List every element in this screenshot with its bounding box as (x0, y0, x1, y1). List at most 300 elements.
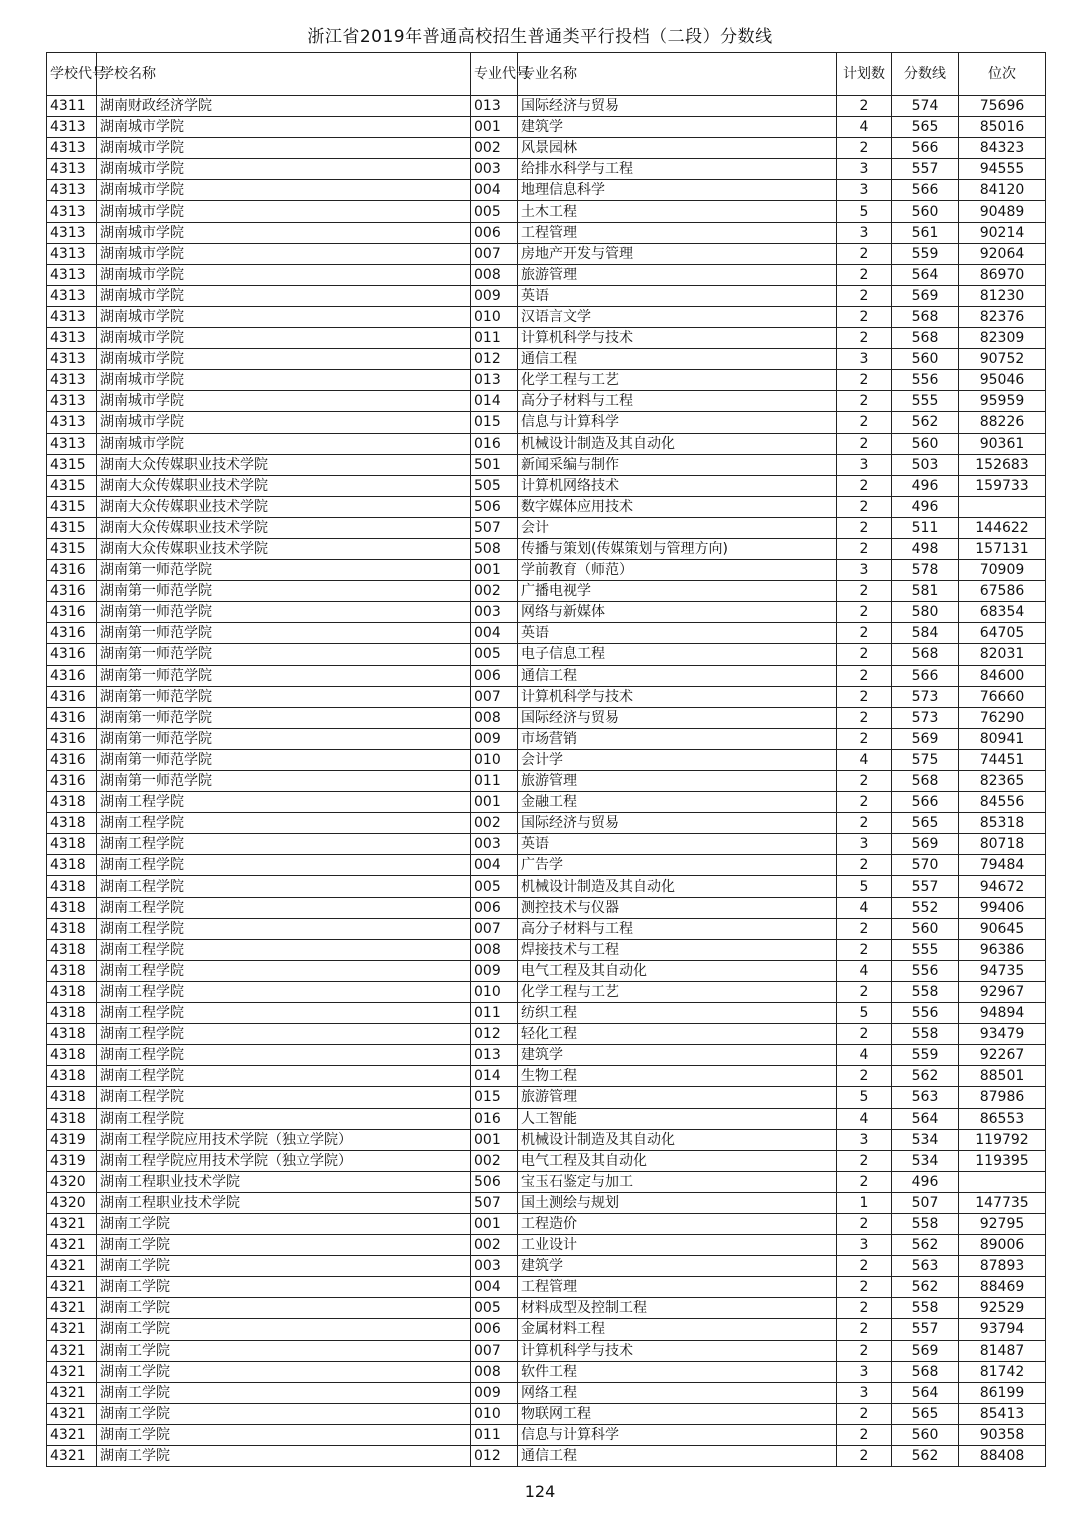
cell-major-name: 信息与计算科学 (518, 1424, 837, 1445)
cell-school-code: 4318 (47, 897, 97, 918)
cell-plan: 5 (837, 1087, 892, 1108)
cell-rank: 157131 (959, 538, 1046, 559)
cell-school-name: 湖南城市学院 (97, 285, 471, 306)
cell-school-code: 4321 (47, 1298, 97, 1319)
cell-major-name: 国际经济与贸易 (518, 813, 837, 834)
cell-rank: 92967 (959, 981, 1046, 1002)
cell-major-code: 015 (471, 412, 518, 433)
cell-major-code: 007 (471, 918, 518, 939)
table-row (47, 665, 1046, 686)
cell-major-code: 001 (471, 560, 518, 581)
cell-score: 562 (892, 412, 959, 433)
cell-major-name: 英语 (518, 623, 837, 644)
cell-major-name: 建筑学 (518, 117, 837, 138)
table-row (47, 306, 1046, 327)
header-major-code: 专业代号 (471, 53, 518, 96)
cell-school-code: 4313 (47, 222, 97, 243)
cell-major-code: 011 (471, 1003, 518, 1024)
cell-score: 569 (892, 834, 959, 855)
cell-school-code: 4321 (47, 1382, 97, 1403)
cell-school-name: 湖南工程职业技术学院 (97, 1192, 471, 1213)
cell-rank: 119792 (959, 1129, 1046, 1150)
table-row (47, 264, 1046, 285)
cell-rank: 90358 (959, 1424, 1046, 1445)
cell-major-code: 002 (471, 581, 518, 602)
cell-school-name: 湖南工程职业技术学院 (97, 1171, 471, 1192)
cell-plan: 3 (837, 222, 892, 243)
cell-school-code: 4313 (47, 391, 97, 412)
cell-major-code: 008 (471, 707, 518, 728)
cell-school-name: 湖南工程学院 (97, 918, 471, 939)
cell-major-code: 002 (471, 1235, 518, 1256)
cell-school-name: 湖南工学院 (97, 1361, 471, 1382)
cell-major-code: 009 (471, 1382, 518, 1403)
cell-major-name: 广播电视学 (518, 581, 837, 602)
cell-major-code: 003 (471, 1256, 518, 1277)
cell-school-code: 4318 (47, 855, 97, 876)
cell-plan: 3 (837, 834, 892, 855)
cell-major-name: 物联网工程 (518, 1403, 837, 1424)
cell-major-name: 金融工程 (518, 792, 837, 813)
cell-score: 562 (892, 1235, 959, 1256)
cell-school-code: 4313 (47, 349, 97, 370)
cell-school-code: 4318 (47, 1108, 97, 1129)
cell-major-name: 纺织工程 (518, 1003, 837, 1024)
cell-school-name: 湖南工程学院应用技术学院（独立学院） (97, 1129, 471, 1150)
cell-school-name: 湖南工学院 (97, 1213, 471, 1234)
cell-rank: 82376 (959, 306, 1046, 327)
cell-school-name: 湖南工学院 (97, 1256, 471, 1277)
cell-rank: 84600 (959, 665, 1046, 686)
cell-rank: 94735 (959, 960, 1046, 981)
header-score: 分数线 (892, 53, 959, 96)
cell-rank: 82309 (959, 328, 1046, 349)
cell-major-name: 国土测绘与规划 (518, 1192, 837, 1213)
cell-school-name: 湖南工程学院 (97, 1087, 471, 1108)
cell-school-code: 4316 (47, 686, 97, 707)
table-row (47, 1108, 1046, 1129)
cell-plan: 2 (837, 1446, 892, 1467)
cell-rank: 93479 (959, 1024, 1046, 1045)
cell-score: 564 (892, 1108, 959, 1129)
cell-school-code: 4318 (47, 876, 97, 897)
cell-major-code: 005 (471, 201, 518, 222)
cell-major-name: 数字媒体应用技术 (518, 496, 837, 517)
cell-major-name: 高分子材料与工程 (518, 391, 837, 412)
cell-score: 560 (892, 349, 959, 370)
table-row (47, 433, 1046, 454)
table-row (47, 939, 1046, 960)
cell-school-name: 湖南工程学院 (97, 897, 471, 918)
cell-school-code: 4320 (47, 1192, 97, 1213)
cell-plan: 2 (837, 686, 892, 707)
cell-major-name: 生物工程 (518, 1066, 837, 1087)
cell-major-name: 信息与计算科学 (518, 412, 837, 433)
cell-major-code: 003 (471, 834, 518, 855)
cell-rank: 147735 (959, 1192, 1046, 1213)
cell-school-code: 4315 (47, 475, 97, 496)
cell-rank: 85413 (959, 1403, 1046, 1424)
table-row (47, 960, 1046, 981)
cell-major-code: 005 (471, 644, 518, 665)
cell-score: 555 (892, 939, 959, 960)
cell-major-name: 会计学 (518, 749, 837, 770)
cell-rank: 86553 (959, 1108, 1046, 1129)
cell-score: 557 (892, 1319, 959, 1340)
table-row (47, 834, 1046, 855)
cell-rank: 84323 (959, 138, 1046, 159)
cell-plan: 3 (837, 454, 892, 475)
cell-major-code: 508 (471, 538, 518, 559)
cell-major-code: 006 (471, 222, 518, 243)
table-row (47, 159, 1046, 180)
cell-school-code: 4316 (47, 560, 97, 581)
cell-major-name: 旅游管理 (518, 771, 837, 792)
cell-school-name: 湖南城市学院 (97, 391, 471, 412)
cell-plan: 2 (837, 517, 892, 538)
cell-school-name: 湖南城市学院 (97, 159, 471, 180)
cell-score: 560 (892, 433, 959, 454)
table-row (47, 1087, 1046, 1108)
cell-score: 574 (892, 96, 959, 117)
cell-score: 558 (892, 1213, 959, 1234)
cell-rank: 70909 (959, 560, 1046, 581)
cell-major-code: 012 (471, 1024, 518, 1045)
cell-score: 573 (892, 686, 959, 707)
cell-score: 565 (892, 117, 959, 138)
cell-major-name: 测控技术与仪器 (518, 897, 837, 918)
cell-rank: 85318 (959, 813, 1046, 834)
cell-major-name: 工程管理 (518, 1277, 837, 1298)
table-row (47, 560, 1046, 581)
cell-major-code: 004 (471, 180, 518, 201)
cell-plan: 2 (837, 581, 892, 602)
cell-school-name: 湖南工学院 (97, 1446, 471, 1467)
cell-rank: 88501 (959, 1066, 1046, 1087)
cell-school-name: 湖南工程学院应用技术学院（独立学院） (97, 1150, 471, 1171)
cell-school-code: 4318 (47, 1003, 97, 1024)
cell-plan: 2 (837, 644, 892, 665)
table-row (47, 623, 1046, 644)
table-row (47, 897, 1046, 918)
cell-school-code: 4321 (47, 1403, 97, 1424)
cell-score: 568 (892, 644, 959, 665)
cell-major-code: 013 (471, 1045, 518, 1066)
cell-rank: 86970 (959, 264, 1046, 285)
cell-major-name: 工业设计 (518, 1235, 837, 1256)
cell-major-name: 机械设计制造及其自动化 (518, 1129, 837, 1150)
page-title: 浙江省2019年普通高校招生普通类平行投档（二段）分数线 (307, 27, 773, 47)
cell-score: 555 (892, 391, 959, 412)
cell-plan: 4 (837, 749, 892, 770)
cell-rank: 119395 (959, 1150, 1046, 1171)
table-row (47, 1045, 1046, 1066)
cell-school-name: 湖南工程学院 (97, 960, 471, 981)
cell-major-name: 广告学 (518, 855, 837, 876)
cell-rank: 84556 (959, 792, 1046, 813)
cell-plan: 2 (837, 1277, 892, 1298)
cell-plan: 2 (837, 1024, 892, 1045)
cell-plan: 2 (837, 939, 892, 960)
cell-rank: 94555 (959, 159, 1046, 180)
cell-rank: 152683 (959, 454, 1046, 475)
cell-school-code: 4311 (47, 96, 97, 117)
cell-score: 563 (892, 1087, 959, 1108)
cell-rank: 94672 (959, 876, 1046, 897)
table-row (47, 475, 1046, 496)
cell-major-name: 化学工程与工艺 (518, 370, 837, 391)
cell-plan: 2 (837, 1340, 892, 1361)
cell-rank: 92795 (959, 1213, 1046, 1234)
cell-rank: 88226 (959, 412, 1046, 433)
cell-school-name: 湖南工学院 (97, 1403, 471, 1424)
cell-school-name: 湖南第一师范学院 (97, 749, 471, 770)
table-row (47, 1361, 1046, 1382)
cell-major-code: 014 (471, 391, 518, 412)
table-row (47, 285, 1046, 306)
cell-score: 560 (892, 918, 959, 939)
table-row (47, 981, 1046, 1002)
cell-major-code: 506 (471, 496, 518, 517)
cell-score: 566 (892, 665, 959, 686)
cell-school-name: 湖南第一师范学院 (97, 581, 471, 602)
cell-plan: 2 (837, 1319, 892, 1340)
cell-school-name: 湖南工程学院 (97, 813, 471, 834)
cell-major-name: 轻化工程 (518, 1024, 837, 1045)
cell-rank: 81230 (959, 285, 1046, 306)
cell-major-code: 007 (471, 1340, 518, 1361)
cell-rank (959, 496, 1046, 517)
cell-plan: 2 (837, 665, 892, 686)
cell-score: 559 (892, 243, 959, 264)
cell-school-name: 湖南城市学院 (97, 370, 471, 391)
cell-major-name: 给排水科学与工程 (518, 159, 837, 180)
cell-plan: 2 (837, 264, 892, 285)
cell-school-name: 湖南城市学院 (97, 117, 471, 138)
cell-major-code: 002 (471, 813, 518, 834)
cell-school-code: 4316 (47, 581, 97, 602)
cell-major-code: 010 (471, 306, 518, 327)
cell-major-name: 机械设计制造及其自动化 (518, 433, 837, 454)
cell-major-code: 001 (471, 792, 518, 813)
cell-score: 565 (892, 813, 959, 834)
cell-major-name: 旅游管理 (518, 1087, 837, 1108)
cell-score: 569 (892, 285, 959, 306)
cell-school-name: 湖南大众传媒职业技术学院 (97, 475, 471, 496)
cell-major-code: 014 (471, 1066, 518, 1087)
cell-score: 507 (892, 1192, 959, 1213)
cell-score: 581 (892, 581, 959, 602)
cell-major-name: 建筑学 (518, 1045, 837, 1066)
cell-score: 556 (892, 960, 959, 981)
cell-major-code: 004 (471, 855, 518, 876)
cell-school-name: 湖南大众传媒职业技术学院 (97, 496, 471, 517)
cell-major-code: 005 (471, 1298, 518, 1319)
cell-school-name: 湖南工程学院 (97, 1045, 471, 1066)
cell-major-name: 工程造价 (518, 1213, 837, 1234)
cell-school-name: 湖南工学院 (97, 1424, 471, 1445)
cell-school-name: 湖南第一师范学院 (97, 728, 471, 749)
table-row (47, 201, 1046, 222)
cell-major-code: 011 (471, 1424, 518, 1445)
cell-school-name: 湖南城市学院 (97, 201, 471, 222)
table-row (47, 792, 1046, 813)
cell-school-name: 湖南工学院 (97, 1340, 471, 1361)
cell-rank: 87986 (959, 1087, 1046, 1108)
cell-plan: 5 (837, 1003, 892, 1024)
cell-major-code: 009 (471, 285, 518, 306)
cell-major-code: 008 (471, 264, 518, 285)
cell-school-name: 湖南第一师范学院 (97, 644, 471, 665)
cell-plan: 4 (837, 1108, 892, 1129)
cell-school-code: 4313 (47, 412, 97, 433)
cell-school-code: 4315 (47, 517, 97, 538)
table-row (47, 1235, 1046, 1256)
cell-plan: 3 (837, 1361, 892, 1382)
cell-major-code: 010 (471, 981, 518, 1002)
cell-major-code: 507 (471, 517, 518, 538)
cell-school-code: 4316 (47, 728, 97, 749)
cell-plan: 3 (837, 1382, 892, 1403)
cell-major-name: 英语 (518, 285, 837, 306)
cell-school-name: 湖南工学院 (97, 1382, 471, 1403)
table-row (47, 1424, 1046, 1445)
cell-rank: 74451 (959, 749, 1046, 770)
cell-school-name: 湖南城市学院 (97, 328, 471, 349)
table-row (47, 581, 1046, 602)
cell-school-code: 4313 (47, 370, 97, 391)
cell-plan: 1 (837, 1192, 892, 1213)
table-header-row (47, 53, 1046, 96)
cell-major-code: 012 (471, 349, 518, 370)
table-row (47, 749, 1046, 770)
cell-school-code: 4313 (47, 328, 97, 349)
header-rank: 位次 (959, 53, 1046, 96)
cell-major-name: 市场营销 (518, 728, 837, 749)
cell-score: 534 (892, 1150, 959, 1171)
cell-school-code: 4313 (47, 159, 97, 180)
cell-score: 556 (892, 1003, 959, 1024)
cell-score: 557 (892, 876, 959, 897)
cell-rank: 80718 (959, 834, 1046, 855)
table-row (47, 538, 1046, 559)
cell-plan: 2 (837, 855, 892, 876)
cell-major-code: 015 (471, 1087, 518, 1108)
table-row (47, 1446, 1046, 1467)
cell-school-name: 湖南城市学院 (97, 222, 471, 243)
cell-school-name: 湖南工程学院 (97, 792, 471, 813)
table-row (47, 602, 1046, 623)
table-row (47, 1213, 1046, 1234)
cell-score: 561 (892, 222, 959, 243)
cell-rank: 81742 (959, 1361, 1046, 1382)
cell-plan: 2 (837, 1150, 892, 1171)
cell-school-name: 湖南大众传媒职业技术学院 (97, 517, 471, 538)
table-row (47, 1024, 1046, 1045)
cell-plan: 2 (837, 1403, 892, 1424)
cell-rank: 85016 (959, 117, 1046, 138)
cell-score: 558 (892, 1298, 959, 1319)
cell-rank: 88469 (959, 1277, 1046, 1298)
cell-plan: 2 (837, 391, 892, 412)
cell-school-code: 4313 (47, 138, 97, 159)
cell-score: 511 (892, 517, 959, 538)
table-row (47, 1403, 1046, 1424)
cell-school-name: 湖南财政经济学院 (97, 96, 471, 117)
cell-rank: 86199 (959, 1382, 1046, 1403)
table-row (47, 1382, 1046, 1403)
cell-rank: 84120 (959, 180, 1046, 201)
cell-major-code: 005 (471, 876, 518, 897)
cell-major-code: 003 (471, 602, 518, 623)
cell-school-code: 4321 (47, 1256, 97, 1277)
cell-major-code: 001 (471, 117, 518, 138)
cell-school-name: 湖南工程学院 (97, 1003, 471, 1024)
table-row (47, 496, 1046, 517)
cell-major-code: 013 (471, 370, 518, 391)
table-row (47, 96, 1046, 117)
cell-school-name: 湖南城市学院 (97, 306, 471, 327)
cell-school-code: 4319 (47, 1150, 97, 1171)
cell-score: 575 (892, 749, 959, 770)
cell-rank: 92529 (959, 1298, 1046, 1319)
cell-major-code: 505 (471, 475, 518, 496)
table-row (47, 370, 1046, 391)
cell-school-name: 湖南第一师范学院 (97, 560, 471, 581)
cell-major-name: 通信工程 (518, 665, 837, 686)
cell-school-name: 湖南第一师范学院 (97, 602, 471, 623)
table-row (47, 1277, 1046, 1298)
cell-major-code: 009 (471, 728, 518, 749)
cell-score: 566 (892, 138, 959, 159)
cell-school-name: 湖南工学院 (97, 1277, 471, 1298)
cell-rank: 82365 (959, 771, 1046, 792)
cell-major-name: 风景园林 (518, 138, 837, 159)
cell-rank: 90645 (959, 918, 1046, 939)
cell-plan: 2 (837, 496, 892, 517)
cell-plan: 3 (837, 349, 892, 370)
cell-rank: 76660 (959, 686, 1046, 707)
cell-major-code: 002 (471, 138, 518, 159)
cell-plan: 2 (837, 771, 892, 792)
cell-plan: 2 (837, 1424, 892, 1445)
cell-rank: 90752 (959, 349, 1046, 370)
cell-school-code: 4321 (47, 1446, 97, 1467)
cell-major-code: 006 (471, 897, 518, 918)
cell-major-name: 会计 (518, 517, 837, 538)
cell-school-name: 湖南工程学院 (97, 1024, 471, 1045)
cell-school-code: 4318 (47, 1024, 97, 1045)
cell-plan: 3 (837, 1129, 892, 1150)
cell-score: 498 (892, 538, 959, 559)
cell-school-code: 4318 (47, 834, 97, 855)
cell-school-code: 4316 (47, 665, 97, 686)
cell-major-name: 传播与策划(传媒策划与管理方向) (518, 538, 837, 559)
cell-major-name: 地理信息科学 (518, 180, 837, 201)
cell-school-name: 湖南工程学院 (97, 1066, 471, 1087)
cell-major-name: 网络与新媒体 (518, 602, 837, 623)
cell-school-name: 湖南第一师范学院 (97, 686, 471, 707)
cell-plan: 2 (837, 96, 892, 117)
cell-score: 534 (892, 1129, 959, 1150)
header-school-code: 学校代号 (47, 53, 97, 96)
cell-plan: 2 (837, 138, 892, 159)
cell-rank: 92064 (959, 243, 1046, 264)
cell-school-name: 湖南城市学院 (97, 412, 471, 433)
cell-school-name: 湖南工学院 (97, 1319, 471, 1340)
table-row (47, 813, 1046, 834)
cell-school-name: 湖南城市学院 (97, 243, 471, 264)
